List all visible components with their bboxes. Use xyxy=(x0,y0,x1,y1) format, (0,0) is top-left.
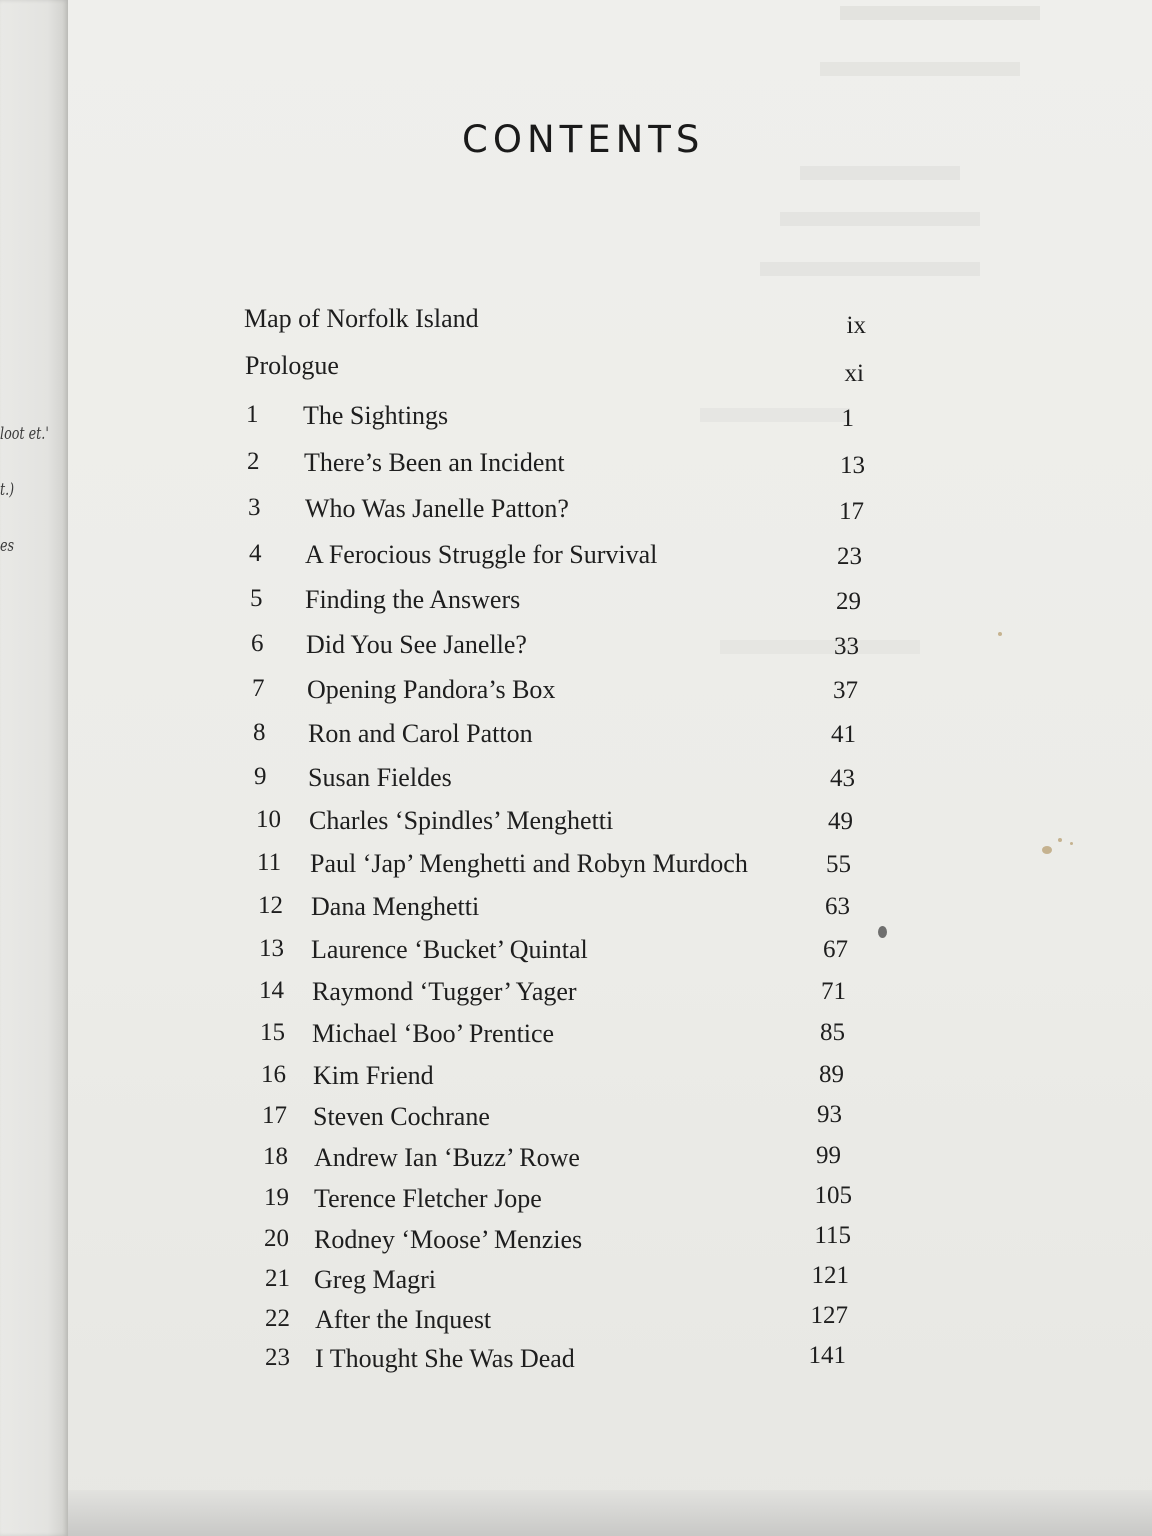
toc-chapter-page: 127 xyxy=(810,1302,848,1329)
toc-chapter-title: After the Inquest xyxy=(315,1305,492,1334)
left-page-edge xyxy=(0,0,68,1536)
toc-chapter-title: The Sightings xyxy=(303,401,449,430)
toc-chapter-number: 4 xyxy=(249,540,262,567)
toc-chapter-number: 2 xyxy=(247,448,260,475)
toc-chapter-number: 7 xyxy=(252,675,265,702)
toc-chapter-page: 23 xyxy=(837,543,862,570)
left-page-text: es xyxy=(0,536,15,556)
toc-entry-title: Map of Norfolk Island xyxy=(244,304,479,333)
toc-chapter-page: 67 xyxy=(823,936,848,963)
toc-chapter-title: Laurence ‘Bucket’ Quintal xyxy=(311,935,588,964)
toc-chapter-number: 22 xyxy=(265,1305,290,1332)
toc-chapter-page: 37 xyxy=(833,677,858,704)
toc-chapter-number: 13 xyxy=(259,935,284,962)
toc-chapter-number: 12 xyxy=(258,892,283,919)
left-page-text: t.) xyxy=(0,480,15,500)
toc-chapter-page: 71 xyxy=(821,978,846,1005)
toc-chapter-title: There’s Been an Incident xyxy=(304,448,565,477)
toc-chapter-title: Opening Pandora’s Box xyxy=(307,675,556,704)
toc-chapter-number: 23 xyxy=(265,1344,290,1371)
toc-chapter-title: Greg Magri xyxy=(314,1265,437,1294)
toc-chapter-page: 13 xyxy=(840,452,865,479)
toc-chapter-title: Steven Cochrane xyxy=(313,1102,490,1131)
toc-chapter-page: 99 xyxy=(816,1142,841,1169)
toc-chapter-page: 63 xyxy=(825,893,850,920)
toc-chapter-page: 89 xyxy=(819,1061,844,1088)
toc-chapter-page: 85 xyxy=(820,1019,845,1046)
toc-chapter-number: 1 xyxy=(246,401,259,428)
toc-chapter-number: 9 xyxy=(254,763,267,790)
toc-chapter-number: 5 xyxy=(250,585,263,612)
toc-chapter-title: Susan Fieldes xyxy=(308,763,452,792)
toc-chapter-number: 11 xyxy=(257,849,282,876)
toc-chapter-page: 29 xyxy=(836,588,861,615)
toc-chapter-number: 14 xyxy=(259,977,284,1004)
toc-chapter-number: 18 xyxy=(263,1143,288,1170)
toc-chapter-title: Andrew Ian ‘Buzz’ Rowe xyxy=(314,1143,580,1172)
toc-chapter-number: 16 xyxy=(261,1061,286,1088)
page-bottom-shadow xyxy=(68,1490,1152,1536)
toc-chapter-title: Charles ‘Spindles’ Menghetti xyxy=(309,806,614,835)
page-title: CONTENTS xyxy=(462,118,705,161)
toc-chapter-page: 55 xyxy=(826,851,851,878)
toc-chapter-title: Raymond ‘Tugger’ Yager xyxy=(312,977,577,1006)
left-page-text: loot et.' xyxy=(0,424,49,444)
toc-chapter-number: 20 xyxy=(264,1225,289,1252)
toc-chapter-page: 121 xyxy=(811,1262,849,1289)
toc-entry-title: Prologue xyxy=(245,351,339,380)
toc-chapter-page: 105 xyxy=(814,1182,852,1209)
toc-chapter-title: A Ferocious Struggle for Survival xyxy=(305,540,658,569)
toc-chapter-page: 1 xyxy=(841,405,854,432)
toc-chapter-number: 17 xyxy=(262,1102,287,1129)
toc-chapter-page: 115 xyxy=(814,1222,851,1249)
toc-chapter-number: 10 xyxy=(256,806,281,833)
toc-chapter-number: 3 xyxy=(248,494,261,521)
toc-chapter-number: 21 xyxy=(265,1265,290,1292)
toc-chapter-title: Terence Fletcher Jope xyxy=(314,1184,542,1213)
toc-chapter-title: Michael ‘Boo’ Prentice xyxy=(312,1019,555,1048)
toc-chapter-page: 43 xyxy=(830,765,855,792)
toc-chapter-number: 19 xyxy=(264,1184,289,1211)
toc-chapter-page: 33 xyxy=(834,633,859,660)
contents-page xyxy=(68,0,1152,1536)
toc-chapter-number: 8 xyxy=(253,719,266,746)
toc-entry-page: ix xyxy=(846,312,866,339)
toc-chapter-title: Dana Menghetti xyxy=(311,892,480,921)
toc-chapter-title: Paul ‘Jap’ Menghetti and Robyn Murdoch xyxy=(310,849,748,878)
toc-chapter-page: 49 xyxy=(828,808,853,835)
toc-chapter-page: 141 xyxy=(808,1342,846,1369)
toc-chapter-page: 93 xyxy=(817,1101,842,1128)
toc-chapter-number: 15 xyxy=(260,1019,285,1046)
toc-chapter-title: Who Was Janelle Patton? xyxy=(305,494,569,523)
toc-chapter-page: 41 xyxy=(831,721,856,748)
toc-chapter-title: Ron and Carol Patton xyxy=(308,719,533,748)
toc-chapter-title: Kim Friend xyxy=(313,1061,434,1090)
toc-chapter-title: Rodney ‘Moose’ Menzies xyxy=(314,1225,583,1254)
toc-entry-page: xi xyxy=(844,360,864,387)
toc-chapter-title: I Thought She Was Dead xyxy=(315,1344,575,1373)
toc-chapter-number: 6 xyxy=(251,630,264,657)
toc-chapter-page: 17 xyxy=(839,498,864,525)
toc-chapter-title: Did You See Janelle? xyxy=(306,630,527,659)
toc-chapter-title: Finding the Answers xyxy=(305,585,521,614)
